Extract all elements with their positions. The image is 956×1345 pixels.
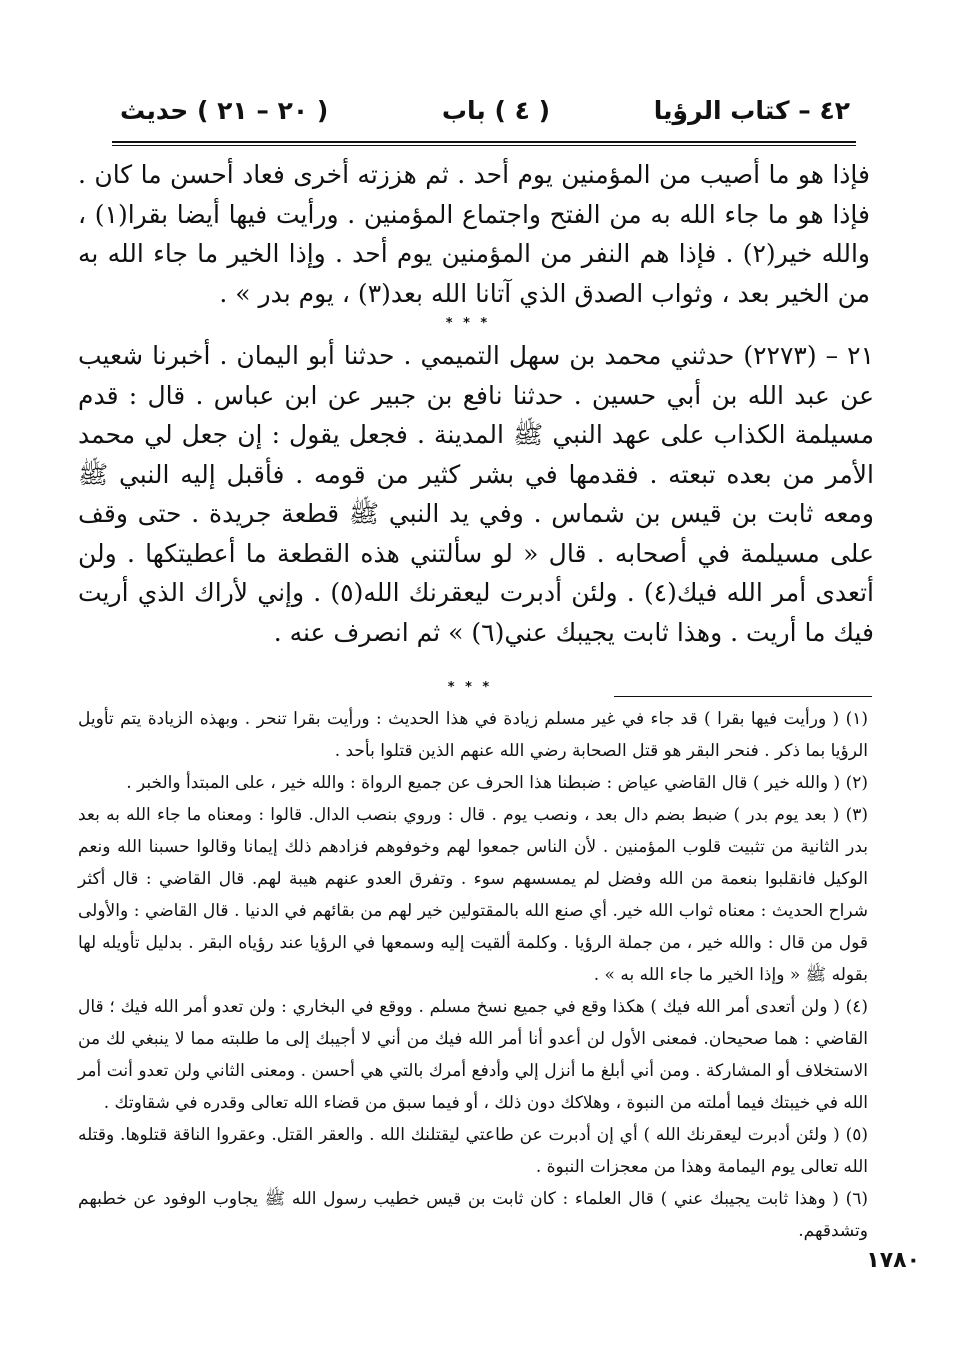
footnote-5: (٥) ( ولئن أدبرت ليعقرنك الله ) أي إن أدبرت عن طاعتي ليقتلنك الله . والعقر القتل. وعقروا الناقة قتلوها. وقتله الله تعالى يوم اليمامة وهذا من معجزات النبوة . (78, 1125, 868, 1177)
section-separator-end: * * * (447, 680, 493, 695)
footnotes-block (78, 703, 868, 1247)
footnote-2: (٢) ( والله خير ) قال القاضي عياض : ضبطنا هذا الحرف عن جميع الرواة : والله خير ، على المبتدأ والخبر . (126, 773, 868, 793)
running-header (120, 88, 850, 138)
section-separator: * * * (445, 316, 491, 331)
page-number: ١٧٨٠ (866, 1248, 920, 1273)
footnote-6: (٦) ( وهذا ثابت يجيبك عني ) قال العلماء : كان ثابت بن قيس خطيب رسول الله ﷺ يجاوب الوفود عن خطبهم وتشدقهم. (78, 1189, 868, 1241)
footnote-4: (٤) ( ولن أتعدى أمر الله فيك ) هكذا وقع في جميع نسخ مسلم . ووقع في البخاري : ولن تعدو أمر الله فيك ؛ قال القاضي : هما صحيحان. فمعنى الأول لن أعدو أنا أمر الله فيك من أني لا أجيبك إلى ما طلبته مما لا ينبغي لك من الاستخلاف أو المشاركة . ومن أني أبلغ ما أنزل إلي وأدفع أمرك بالتي هي أحسن . ومعنى الثاني ولن تعدو أنت أمر الله في خيبتك فيما أملته من النبوة ، وهلاكك دون ذلك ، أو فيما سبق من قضاء الله تعالى وقدره في شقاوتك . (78, 997, 868, 1113)
footnote-3: (٣) ( بعد يوم بدر ) ضبط بضم دال بعد ، ونصب يوم . قال : وروي بنصب الدال. قالوا : ومعناه ما جاء الله به بعد بدر الثانية من تثبيت قلوب المؤمنين . لأن الناس جمعوا لهم وخوفوهم فزادهم ذلك إيمانا وقالوا حسبنا الله ونعم الوكيل فانقلبوا بنعمة من الله وفضل لم يمسسهم سوء . وتفرق العدو عنهم هيبة لهم. قال القاضي : قال أكثر شراح الحديث : معناه ثواب الله خير. أي صنع الله بالمقتولين خير لهم من بقائهم في الدنيا . قال القاضي : والأولى قول من قال : والله خير ، من جملة الرؤيا . وكلمة ألقيت إليه وسمعها في الرؤيا عند رؤياه البقر . بدليل تأويله لها بقوله ﷺ « وإذا الخير ما جاء الله به » . (78, 805, 868, 985)
continuation-text-block (78, 155, 870, 313)
chapter-label: ( ٤ ) باب (441, 96, 550, 125)
footnote-1: (١) ( ورأيت فيها بقرا ) قد جاء في غير مسلم زيادة في هذا الحديث : ورأيت بقرا تنحر . وبهذه الزيادة يتم تأويل الرؤيا بما ذكر . فنحر البقر هو قتل الصحابة رضي الله عنهم الذين قتلوا بأحد . (78, 709, 868, 761)
hadith-range: ( ٢٠ – ٢١ ) حديث (120, 96, 329, 125)
continuation-paragraph: فإذا هو ما أصيب من المؤمنين يوم أحد . ثم هززته أخرى فعاد أحسن ما كان . فإذا هو ما جاء الله به من الفتح واجتماع المؤمنين . ورأيت فيها أيضا بقرا(١) ، والله خير(٢) . فإذا هم النفر من المؤمنين يوم أحد . وإذا الخير ما جاء الله به من الخير بعد ، وثواب الصدق الذي آتانا الله بعد(٣) ، يوم بدر » . (78, 160, 870, 308)
hadith-21-block (78, 336, 874, 652)
header-rule (112, 141, 856, 146)
book-title: ٤٢ – كتاب الرؤيا (653, 96, 850, 125)
footnote-rule (614, 696, 872, 697)
hadith-21-paragraph: ٢١ – (٢٢٧٣) حدثني محمد بن سهل التميمي . حدثنا أبو اليمان . أخبرنا شعيب عن عبد الله بن أبي حسين . حدثنا نافع بن جبير عن ابن عباس . قال : قدم مسيلمة الكذاب على عهد النبي ﷺ المدينة . فجعل يقول : إن جعل لي محمد الأمر من بعده تبعته . فقدمها في بشر كثير من قومه . فأقبل إليه النبي ﷺ ومعه ثابت بن قيس بن شماس . وفي يد النبي ﷺ قطعة جريدة . حتى وقف على مسيلمة في أصحابه . قال « لو سألتني هذه القطعة ما أعطيتكها . ولن أتعدى أمر الله فيك(٤) . ولئن أدبرت ليعقرنك الله(٥) . وإني لأراك الذي أريت فيك ما أريت . وهذا ثابت يجيبك عني(٦) » ثم انصرف عنه . (78, 341, 875, 647)
